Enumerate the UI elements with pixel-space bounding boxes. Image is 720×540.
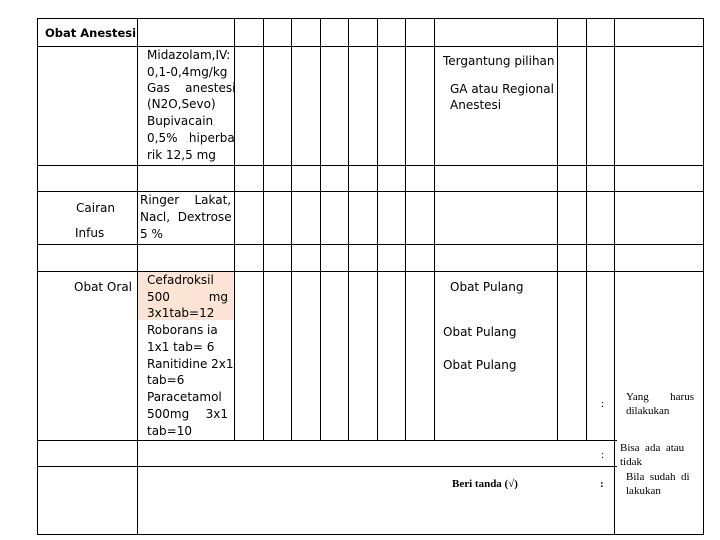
oral-line: Cefadroksil	[147, 273, 214, 287]
note-ga-regional: GA atau Regional	[450, 82, 554, 96]
drug-line: 0,5% hiperba	[147, 131, 235, 145]
note-anestesi: Anestesi	[450, 98, 502, 112]
note-tergantung: Tergantung pilihan	[443, 54, 555, 68]
col-line	[614, 18, 615, 535]
legend-bisa-ada	[620, 441, 684, 469]
oral-dose-value: 500mg	[147, 407, 190, 421]
row-line	[37, 440, 617, 441]
table-border-left	[37, 18, 38, 535]
legend-word: Yang	[626, 391, 649, 403]
label-infus: Infus	[75, 226, 105, 240]
drug-line: Gas anestesi	[147, 81, 236, 95]
note-obat-pulang: Obat Pulang	[450, 280, 524, 294]
oral-line: tab=6	[147, 373, 185, 387]
col-line	[137, 18, 138, 535]
col-line	[263, 18, 264, 441]
oral-line: Roborans ia	[147, 323, 218, 337]
oral-line: 3x1tab=12	[147, 306, 215, 320]
drug-line: Midazolam,IV:	[147, 48, 231, 62]
legend-bila-sudah	[626, 470, 690, 498]
drug-line: 0,1-0,4mg/kg	[147, 65, 228, 79]
col-line	[586, 18, 587, 441]
legend-word: lakukan	[626, 485, 661, 497]
oral-line: Paracetamol	[147, 390, 222, 404]
legend-word: dilakukan	[626, 405, 670, 417]
oral-dose-value: 500	[147, 290, 170, 304]
legend-colon: :	[601, 398, 605, 410]
label-cairan: Cairan	[76, 201, 115, 215]
table-border-right	[703, 18, 704, 535]
col-line	[377, 18, 378, 441]
col-line	[291, 18, 292, 441]
legend-colon: :	[600, 478, 604, 490]
oral-line: 1x1 tab= 6	[147, 340, 215, 354]
legend-word: tidak	[620, 456, 642, 468]
col-line	[434, 18, 435, 441]
oral-line	[147, 406, 228, 423]
label-obat-oral: Obat Oral	[74, 280, 133, 294]
legend-word: harus	[670, 391, 694, 403]
oral-line: tab=10	[147, 424, 192, 438]
oral-dose-unit: mg	[208, 290, 228, 304]
legend-colon: :	[601, 449, 605, 461]
legend-yang-harus	[626, 390, 694, 418]
legend-word: Bila sudah di	[626, 471, 690, 483]
col-line	[557, 18, 558, 441]
drug-line: Bupivacain	[147, 114, 214, 128]
drug-line: (N2O,Sevo)	[147, 97, 216, 111]
legend-beri-tanda: Beri tanda (√)	[452, 478, 518, 490]
drug-line: rik 12,5 mg	[147, 148, 216, 162]
note-obat-pulang: Obat Pulang	[443, 358, 517, 372]
oral-line	[147, 289, 228, 306]
infus-line: 5 %	[140, 227, 163, 241]
oral-dose-freq: 3x1	[205, 407, 228, 421]
infus-line: Ringer Lakat,	[140, 193, 232, 207]
row-line	[37, 466, 617, 467]
section-title: Obat Anestesi	[45, 26, 137, 40]
oral-line: Ranitidine 2x1	[147, 357, 234, 371]
col-line	[405, 18, 406, 441]
col-line	[348, 18, 349, 441]
legend-word: Bisa ada atau	[620, 442, 685, 454]
col-line	[320, 18, 321, 441]
note-obat-pulang: Obat Pulang	[443, 325, 517, 339]
infus-line: Nacl, Dextrose	[140, 210, 232, 224]
